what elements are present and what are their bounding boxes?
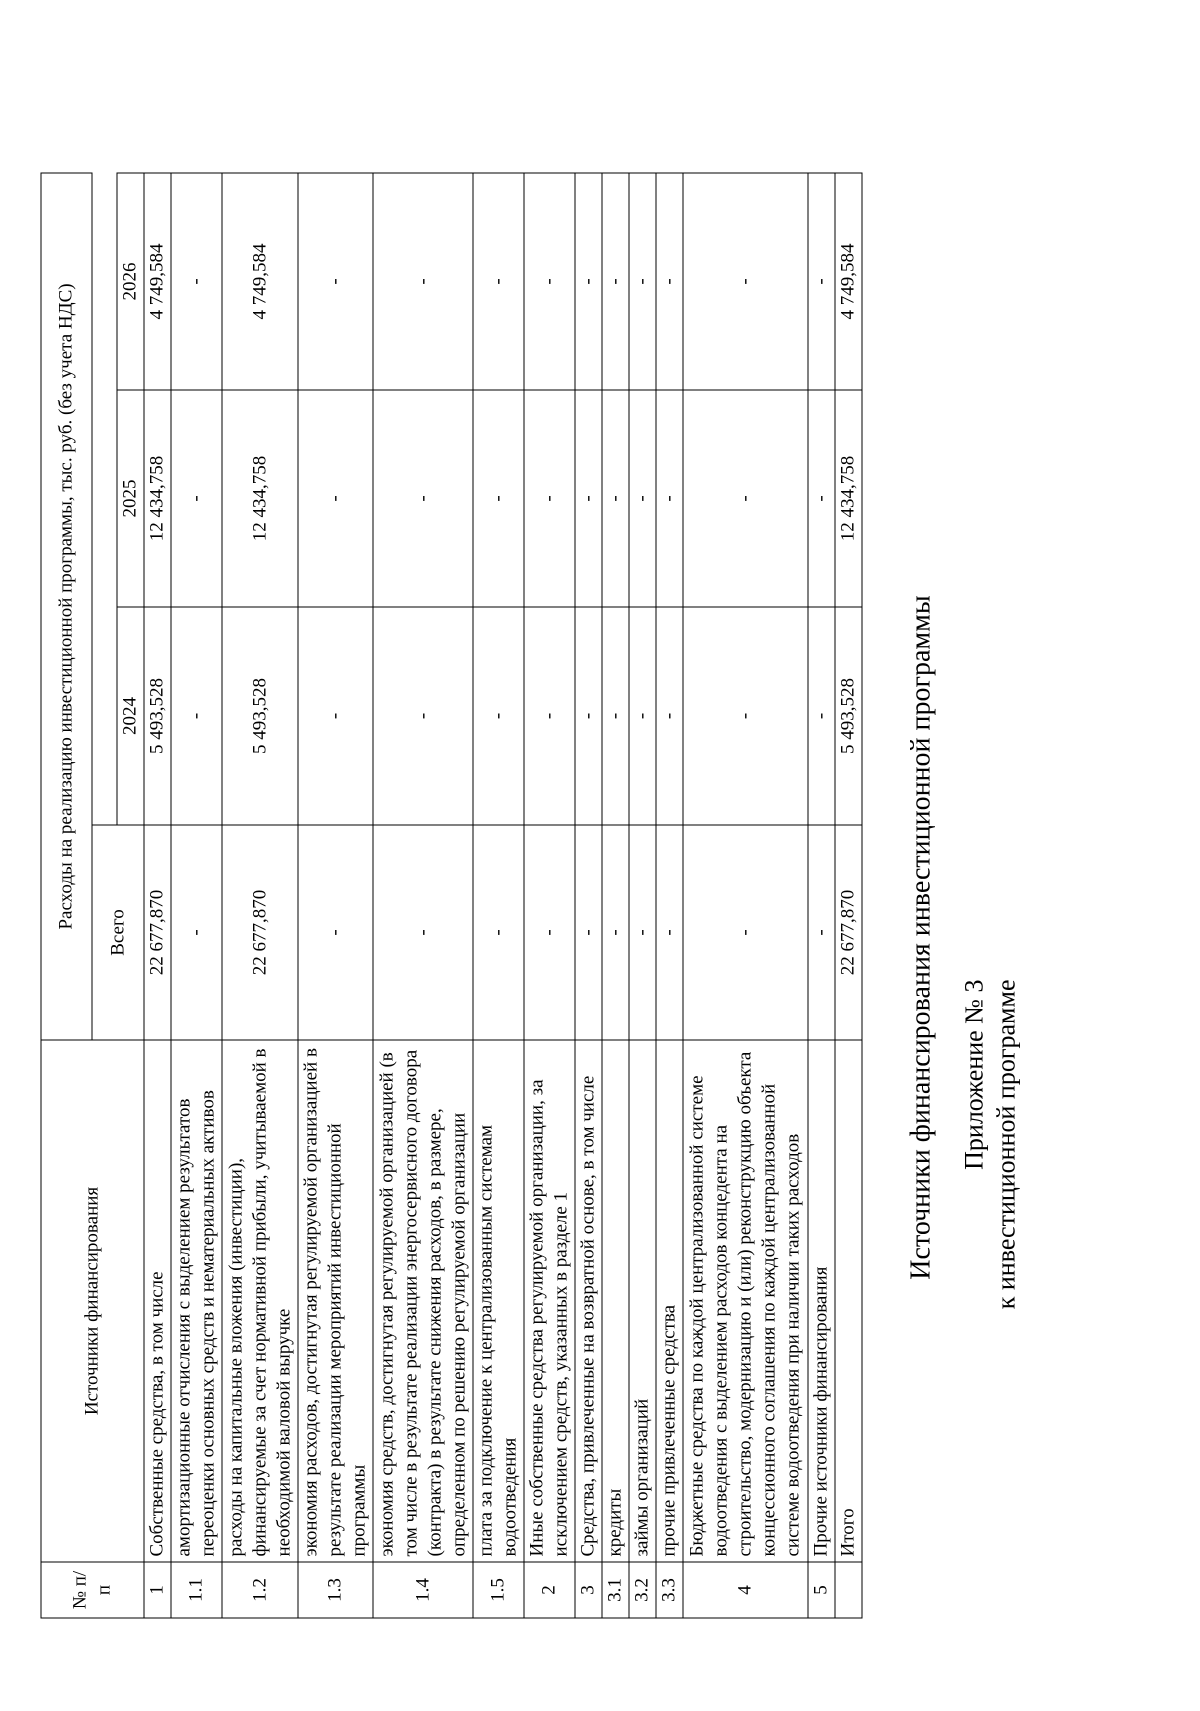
row-number: 3 bbox=[575, 1562, 602, 1618]
row-value-2026: - bbox=[575, 173, 602, 390]
table-row bbox=[575, 173, 602, 1618]
row-number: 1.4 bbox=[373, 1562, 473, 1618]
row-value-2026: - bbox=[808, 173, 835, 390]
row-value-2024: - bbox=[524, 607, 575, 825]
appendix-line-1: Приложение № 3 bbox=[959, 979, 989, 1170]
row-source: Средства, привлеченные на возвратной основе, в том числе bbox=[575, 1040, 602, 1562]
row-number: 1.2 bbox=[222, 1562, 298, 1618]
row-value-2026: - bbox=[298, 173, 373, 390]
row-source: Иные собственные средства регулируемой организации, за исключением средств, указанных в разделе 1 bbox=[524, 1040, 575, 1562]
row-value-2026: - bbox=[524, 173, 575, 390]
row-total: - bbox=[473, 825, 524, 1040]
table-row bbox=[171, 173, 222, 1618]
row-value-2025: - bbox=[602, 390, 629, 607]
row-value-2025: - bbox=[575, 390, 602, 607]
table-row bbox=[473, 173, 524, 1618]
table-row bbox=[808, 173, 835, 1618]
table-row bbox=[656, 173, 683, 1618]
header-expenses-group: Расходы на реализацию инвестиционной программы, тыс. руб. (без учета НДС) bbox=[41, 173, 92, 1040]
row-value-2026: - bbox=[656, 173, 683, 390]
row-value-2026: - bbox=[473, 173, 524, 390]
row-number: 1.3 bbox=[298, 1562, 373, 1618]
header-year: 2025 bbox=[117, 390, 144, 607]
row-value-2026: - bbox=[683, 173, 808, 390]
row-total: - bbox=[808, 825, 835, 1040]
row-value-2024: - bbox=[683, 607, 808, 825]
row-value-2025: - bbox=[171, 390, 222, 607]
row-source: прочие привлеченные средства bbox=[656, 1040, 683, 1562]
row-value-2025: - bbox=[808, 390, 835, 607]
row-source: Бюджетные средства по каждой централизованной системе водоотведения с выделением расходов концедента на строительство, модернизацию и (или) реконструкцию объекта концессионного соглашения по каждой централизованной системе водоотведения при наличии таких расходов bbox=[683, 1040, 808, 1562]
table-body bbox=[144, 173, 862, 1618]
row-total: - bbox=[629, 825, 656, 1040]
row-number bbox=[835, 1562, 862, 1618]
row-total: - bbox=[602, 825, 629, 1040]
table-row bbox=[524, 173, 575, 1618]
appendix-line-2: к инвестиционной программе bbox=[991, 979, 1021, 1310]
row-number: 5 bbox=[808, 1562, 835, 1618]
row-source: плата за подключение к централизованным системам водоотведения bbox=[473, 1040, 524, 1562]
row-value-2024: - bbox=[171, 607, 222, 825]
row-value-2026: 4 749,584 bbox=[835, 173, 862, 390]
row-value-2026: - bbox=[171, 173, 222, 390]
row-value-2024: 5 493,528 bbox=[835, 607, 862, 825]
row-value-2025: 12 434,758 bbox=[144, 390, 171, 607]
header-year: 2026 bbox=[117, 173, 144, 390]
row-number: 1 bbox=[144, 1562, 171, 1618]
row-source: Итого bbox=[835, 1040, 862, 1562]
row-total: - bbox=[683, 825, 808, 1040]
row-source: займы организаций bbox=[629, 1040, 656, 1562]
header-total: Всего bbox=[92, 825, 144, 1040]
row-number: 1.1 bbox=[171, 1562, 222, 1618]
row-value-2025: - bbox=[656, 390, 683, 607]
table-row bbox=[298, 173, 373, 1618]
row-value-2024: - bbox=[656, 607, 683, 825]
row-value-2025: 12 434,758 bbox=[222, 390, 298, 607]
table-row bbox=[835, 173, 862, 1618]
appendix-note bbox=[959, 980, 1023, 1310]
header-years-gap bbox=[92, 173, 117, 825]
row-value-2024: 5 493,528 bbox=[144, 607, 171, 825]
row-source: экономия расходов, достигнутая регулируемой организацией в результате реализации мероприятий инвестиционной программы bbox=[298, 1040, 373, 1562]
row-value-2025: - bbox=[629, 390, 656, 607]
row-value-2025: - bbox=[524, 390, 575, 607]
header-row bbox=[41, 173, 92, 1618]
header-year: 2024 bbox=[117, 607, 144, 825]
row-source: амортизационные отчисления с выделением результатов переоценки основных средств и нематериальных активов bbox=[171, 1040, 222, 1562]
row-source: экономия средств, достигнутая регулируемой организацией (в том числе в результате реализации энергосервисного договора (контракта) в результате снижения расходов, в размере, определенном по решению регулируемой организации bbox=[373, 1040, 473, 1562]
row-total: - bbox=[575, 825, 602, 1040]
row-value-2024: - bbox=[808, 607, 835, 825]
row-value-2025: - bbox=[298, 390, 373, 607]
row-value-2024: - bbox=[602, 607, 629, 825]
table-row bbox=[683, 173, 808, 1618]
row-value-2026: - bbox=[373, 173, 473, 390]
row-number: 3.2 bbox=[629, 1562, 656, 1618]
row-value-2024: - bbox=[298, 607, 373, 825]
row-number: 3.1 bbox=[602, 1562, 629, 1618]
table-row bbox=[602, 173, 629, 1618]
row-total: - bbox=[656, 825, 683, 1040]
row-value-2024: 5 493,528 bbox=[222, 607, 298, 825]
row-value-2024: - bbox=[629, 607, 656, 825]
row-number: 2 bbox=[524, 1562, 575, 1618]
document-title: Источники финансирования инвестиционной программы bbox=[905, 595, 937, 1280]
header-source: Источники финансирования bbox=[41, 1040, 144, 1562]
row-value-2025: 12 434,758 bbox=[835, 390, 862, 607]
row-number: 3.3 bbox=[656, 1562, 683, 1618]
row-total: - bbox=[171, 825, 222, 1040]
row-source: кредиты bbox=[602, 1040, 629, 1562]
row-value-2024: - bbox=[473, 607, 524, 825]
row-total: 22 677,870 bbox=[222, 825, 298, 1040]
row-total: 22 677,870 bbox=[144, 825, 171, 1040]
row-value-2025: - bbox=[683, 390, 808, 607]
table-row bbox=[629, 173, 656, 1618]
row-value-2024: - bbox=[373, 607, 473, 825]
row-number: 1.5 bbox=[473, 1562, 524, 1618]
row-number: 4 bbox=[683, 1562, 808, 1618]
row-value-2024: - bbox=[575, 607, 602, 825]
row-value-2025: - bbox=[473, 390, 524, 607]
table-row bbox=[144, 173, 171, 1618]
row-total: 22 677,870 bbox=[835, 825, 862, 1040]
row-value-2026: - bbox=[629, 173, 656, 390]
row-value-2026: 4 749,584 bbox=[144, 173, 171, 390]
row-source: Собственные средства, в том числе bbox=[144, 1040, 171, 1562]
rotated-page bbox=[1, 0, 1200, 1711]
row-total: - bbox=[373, 825, 473, 1040]
row-source: расходы на капитальные вложения (инвестиции), финансируемые за счет нормативной прибыли, учитываемой в необходимой валовой выручке bbox=[222, 1040, 298, 1562]
header-num: № п/п bbox=[41, 1562, 144, 1618]
financing-sources-table bbox=[41, 172, 863, 1618]
row-value-2025: - bbox=[373, 390, 473, 607]
table-row bbox=[373, 173, 473, 1618]
row-source: Прочие источники финансирования bbox=[808, 1040, 835, 1562]
table-row bbox=[222, 173, 298, 1618]
row-total: - bbox=[298, 825, 373, 1040]
row-value-2026: 4 749,584 bbox=[222, 173, 298, 390]
row-value-2026: - bbox=[602, 173, 629, 390]
row-total: - bbox=[524, 825, 575, 1040]
